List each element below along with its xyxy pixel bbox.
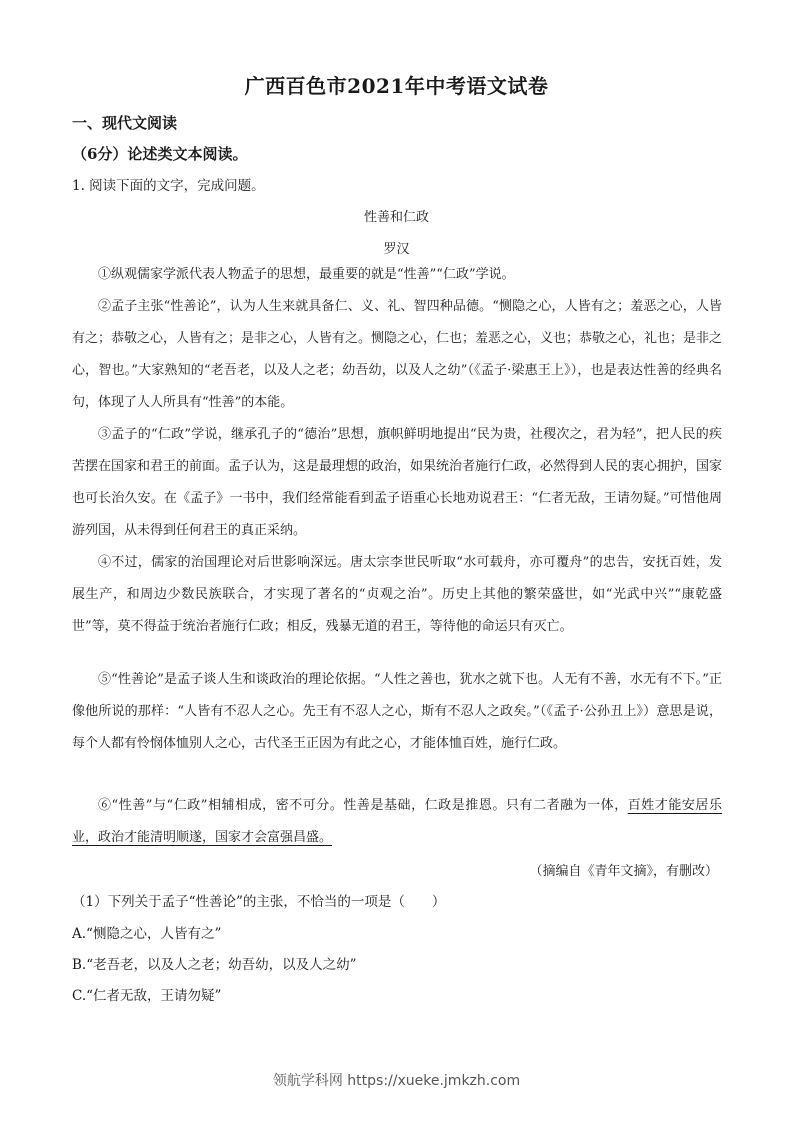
subsection-heading: （6分）论述类文本阅读。	[72, 145, 248, 163]
paragraph-6	[72, 790, 722, 854]
paragraph-6-text: ⑥“性善”与“仁政”相辅相成，密不可分。性善是基础，仁政是推恩。只有二者融为一体，	[98, 798, 628, 813]
article-source: （摘编自《青年文摘》，有删改）	[529, 864, 718, 879]
option-c: C.“仁者无敌，王请勿疑”	[72, 988, 222, 1004]
question-intro: 1. 阅读下面的文字，完成问题。	[72, 178, 265, 194]
question-1-stem: （1）下列关于孟子“性善论”的主张，不恰当的一项是（ ）	[72, 894, 446, 910]
paragraph-4: ④不过，儒家的治国理论对后世影响深远。唐太宗李世民听取“水可载舟，亦可覆舟”的忠告，安抚百姓，发展生产，和周边少数民族联合，才实现了著名的“贞观之治”。历史上其他的繁荣盛世，如“光武中兴”“康乾盛世”等，莫不得益于统治者施行仁政；相反，残暴无道的君王，等待他的命运只有灭亡。	[72, 555, 722, 634]
section-heading: 一、现代文阅读	[72, 114, 178, 132]
paragraph-6-underlined: 百姓才能安居乐业，政治才能清明顺遂，国家才会富强昌盛。	[72, 798, 722, 845]
article-author: 罗汉	[383, 242, 410, 257]
option-b: B.“老吾老，以及人之老；幼吾幼，以及人之幼”	[72, 957, 357, 973]
paragraph-3: ③孟子的“仁政”学说，继承孔子的“德治”思想，旗帜鲜明地提出“民为贵，社稷次之，君为轻”，把人民的疾苦摆在国家和君王的前面。孟子认为，这是最理想的政治，如果统治者施行仁政，必然得到人民的衷心拥护，国家也可长治久安。在《孟子》一书中，我们经常能看到孟子语重心长地劝说君王：“仁者无敌，王请勿疑。”可惜他周游列国，从未得到任何君王的真正采纳。	[72, 427, 723, 538]
paragraph-1: ①纵观儒家学派代表人物孟子的思想，最重要的就是“性善”“仁政”学说。	[98, 267, 515, 282]
article-title: 性善和仁政	[363, 210, 429, 225]
footer-watermark: 领航学科网 https://xueke.jmkzh.com	[272, 1073, 521, 1089]
paragraph-5: ⑤“性善论”是孟子谈人生和谈政治的理论依据。“人性之善也，犹水之就下也。人无有不善，水无有不下。”正像他所说的那样：“人皆有不忍人之心。先王有不忍人之心，斯有不忍人之政矣。”（《孟子·公孙丑上》）意思是说，每个人都有怜悯体恤别人之心，古代圣王正因为有此之心，才能体恤百姓，施行仁政。	[72, 672, 722, 751]
paragraph-2: ②孟子主张“性善论”，认为人生来就具备仁、义、礼、智四种品德。“恻隐之心，人皆有之；羞恶之心，人皆有之；恭敬之心，人皆有之；是非之心，人皆有之。恻隐之心，仁也；羞恶之心，义也；恭敬之心，礼也；是非之心，智也。”大家熟知的“老吾老，以及人之老；幼吾幼，以及人之幼”（《孟子·梁惠王上》），也是表达性善的经典名句，体现了人人所具有“性善”的本能。	[72, 299, 723, 410]
page-title: 广西百色市2021年中考语文试卷	[244, 74, 549, 98]
option-a: A.“恻隐之心，人皆有之”	[72, 926, 222, 942]
